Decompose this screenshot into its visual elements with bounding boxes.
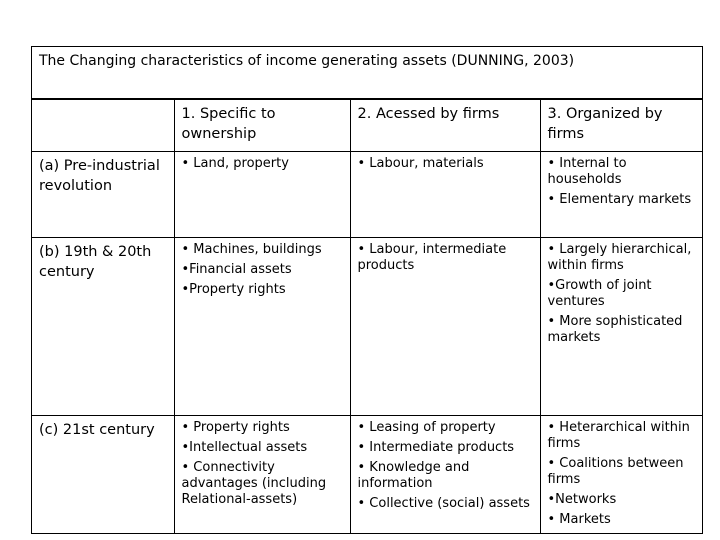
list-item: • Intermediate products xyxy=(357,440,515,455)
header-accessed-by-firms: 2. Acessed by firms xyxy=(350,100,540,152)
list-item: • Heterarchical within firms xyxy=(547,420,690,451)
list-item: • Labour, materials xyxy=(357,156,484,171)
table-frame xyxy=(31,46,703,534)
cell-accessed xyxy=(350,238,540,416)
cell-organized xyxy=(540,152,702,238)
list-item: • Property rights xyxy=(181,420,290,435)
list-item: • Collective (social) assets xyxy=(357,496,530,511)
cell-accessed xyxy=(350,416,540,534)
table-row xyxy=(32,416,702,534)
header-specific-to-ownership: 1. Specific to ownership xyxy=(174,100,350,152)
cell-organized xyxy=(540,416,702,534)
list-item: •Financial assets xyxy=(181,262,292,277)
table-row xyxy=(32,238,702,416)
list-item: • Internal to households xyxy=(547,156,627,187)
table-row xyxy=(32,152,702,238)
list-item: • Coalitions between firms xyxy=(547,456,684,487)
list-item: • Land, property xyxy=(181,156,289,171)
list-item: •Property rights xyxy=(181,282,286,297)
list-item: • Labour, intermediate products xyxy=(357,242,507,273)
row-label-pre-industrial: (a) Pre-industrial revolution xyxy=(32,152,174,238)
list-item: • Machines, buildings xyxy=(181,242,322,257)
cell-ownership xyxy=(174,152,350,238)
assets-table xyxy=(32,99,702,534)
row-label-21st-century: (c) 21st century xyxy=(32,416,174,534)
list-item: • Connectivity advantages (including Relational-assets) xyxy=(181,460,327,507)
cell-ownership xyxy=(174,238,350,416)
header-row xyxy=(32,100,702,152)
table-title: The Changing characteristics of income generating assets (DUNNING, 2003) xyxy=(32,47,702,99)
list-item: • Elementary markets xyxy=(547,192,692,207)
list-item: • Leasing of property xyxy=(357,420,496,435)
list-item: •Growth of joint ventures xyxy=(547,278,652,309)
list-item: •Networks xyxy=(547,492,617,507)
row-label-19th-20th-century: (b) 19th & 20th century xyxy=(32,238,174,416)
list-item: • Largely hierarchical, within firms xyxy=(547,242,692,273)
header-organized-by-firms: 3. Organized by firms xyxy=(540,100,702,152)
cell-accessed xyxy=(350,152,540,238)
header-empty xyxy=(32,100,174,152)
list-item: •Intellectual assets xyxy=(181,440,308,455)
list-item: • Knowledge and information xyxy=(357,460,470,491)
list-item: • More sophisticated markets xyxy=(547,314,683,345)
cell-organized xyxy=(540,238,702,416)
cell-ownership xyxy=(174,416,350,534)
list-item: • Markets xyxy=(547,512,611,527)
